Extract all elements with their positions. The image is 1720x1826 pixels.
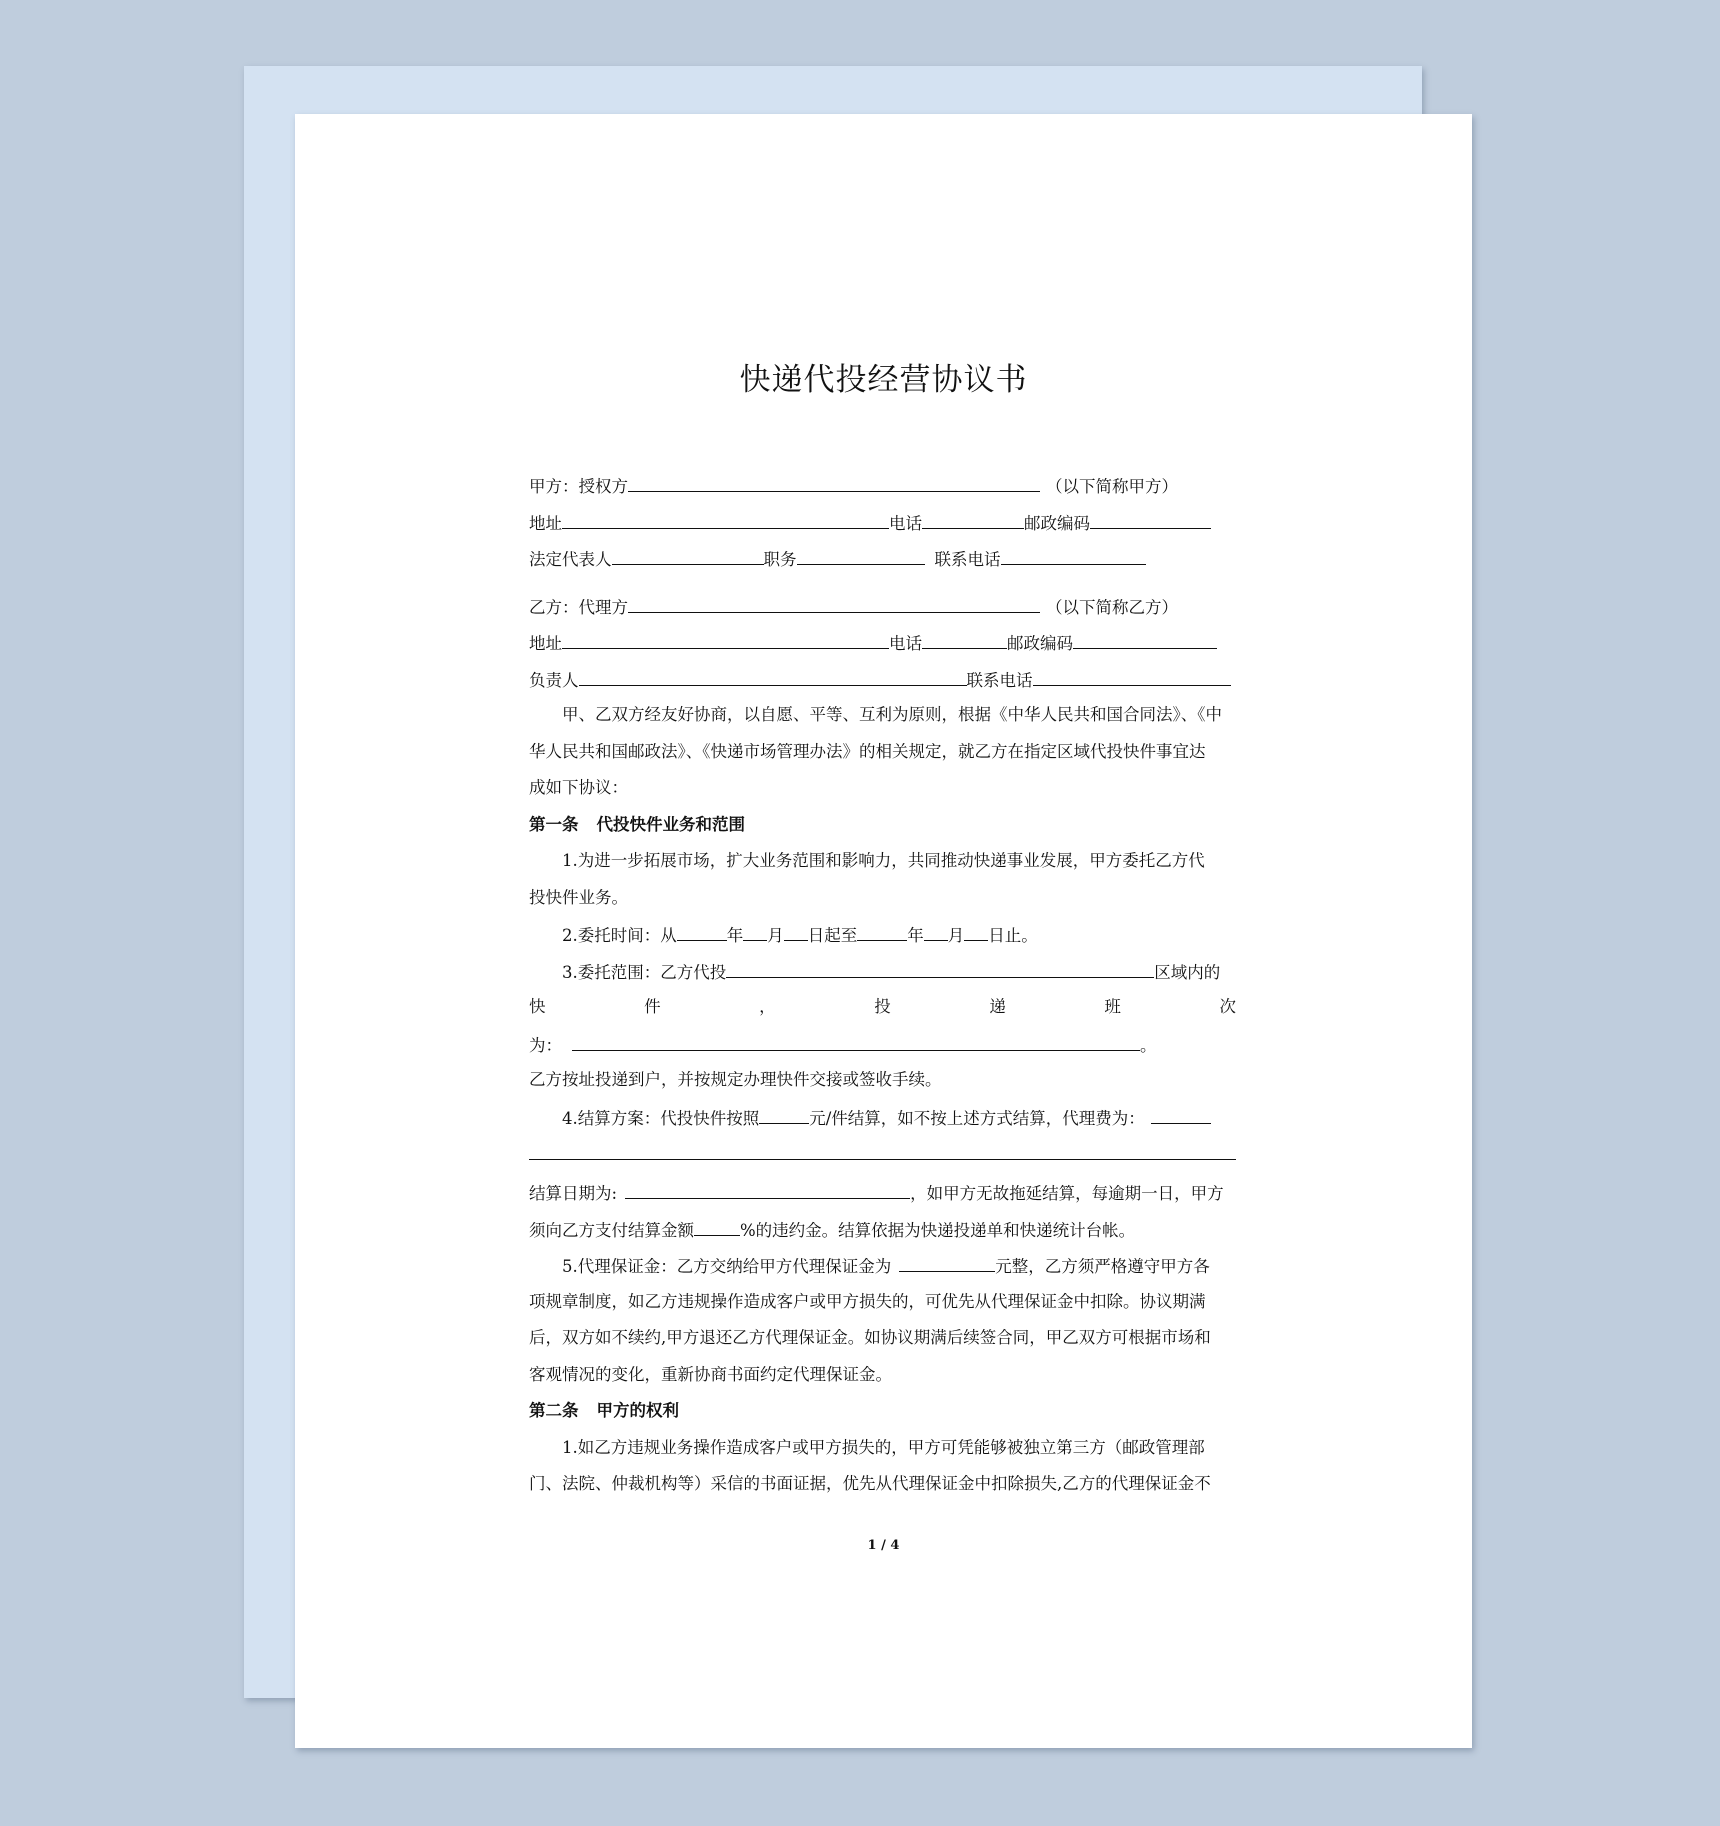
party-a-contact-label: 联系电话 <box>934 550 1001 569</box>
party-a-rep-line <box>529 540 1236 577</box>
clause-1-4-date-line <box>529 1174 1236 1211</box>
clause-1-1-line-2: 投快件业务。 <box>529 887 628 907</box>
spaced-char: 班 <box>1104 997 1121 1016</box>
party-a-address-blank <box>562 504 889 529</box>
clause-1-5-line-2: 项规章制度，如乙方违规操作造成客户或甲方损失的，可优先从代理保证金中扣除。协议期满 <box>529 1291 1206 1311</box>
month-label: 月 <box>767 926 784 945</box>
clause-1-4-date-label: 结算日期为: <box>529 1184 618 1203</box>
clause-1-5-line-4: 客观情况的变化，重新协商书面约定代理保证金。 <box>529 1364 892 1384</box>
party-a-phone-blank <box>922 504 1024 529</box>
blank <box>1151 1099 1211 1124</box>
article-2-name: 甲方的权利 <box>596 1401 679 1420</box>
spaced-char: 件 <box>644 997 661 1016</box>
preamble-line-2: 华人民共和国邮政法》、《快递市场管理办法》的相关规定，就乙方在指定区域代投快件事宜达 <box>529 741 1206 761</box>
clause-2-1-line-2: 门、法院、仲裁机构等）采信的书面证据，优先从代理保证金中扣除损失,乙方的代理保证金不 <box>529 1474 1211 1493</box>
clause-1-5-a: 5.代理保证金：乙方交纳给甲方代理保证金为 <box>562 1257 892 1276</box>
clause-1-4-date-text: ，如甲方无故拖延结算，每逾期一日，甲方 <box>910 1184 1224 1203</box>
clause-1-2 <box>529 916 1236 953</box>
party-b-head-label: 负责人 <box>529 670 579 690</box>
party-a-label: 甲方：授权方 <box>529 477 628 496</box>
blank <box>899 1247 995 1272</box>
party-a-rep-blank <box>612 540 764 565</box>
blank <box>964 916 988 941</box>
blank <box>857 916 907 941</box>
party-b-contact-label: 联系电话 <box>966 670 1033 690</box>
spaced-char: ， <box>759 997 776 1016</box>
party-b-postcode-blank <box>1073 624 1217 649</box>
period: 。 <box>1140 1035 1157 1055</box>
clause-1-4-penalty-line <box>529 1211 1236 1248</box>
party-a-address-label: 地址 <box>529 513 562 533</box>
clause-1-1-line-1: 1.为进一步拓展市场，扩大业务范围和影响力，共同推动快递事业发展，甲方委托乙方代 <box>562 851 1205 870</box>
spaced-char: 次 <box>1219 997 1236 1016</box>
party-a-contact-blank <box>1001 540 1146 565</box>
party-a-duty-label: 职务 <box>763 550 797 569</box>
party-b-contact-blank <box>1033 661 1231 686</box>
party-b-phone-blank <box>922 624 1007 649</box>
party-b-suffix: （以下简称乙方） <box>1046 597 1178 617</box>
clause-1-5-b: 元整，乙方须严格遵守甲方各 <box>995 1257 1210 1276</box>
clause-1-5 <box>529 1247 1236 1284</box>
document-body <box>529 467 1236 1503</box>
clause-1-4-penalty-a: 须向乙方支付结算金额 <box>529 1220 694 1240</box>
day-to-label: 日起至 <box>807 926 858 945</box>
party-b-line <box>529 588 1236 625</box>
preamble-line-1: 甲、乙双方经友好协商，以自愿、平等、互利为原则，根据《中华人民共和国合同法》、《中 <box>562 705 1222 724</box>
month-label: 月 <box>947 926 965 945</box>
blank <box>726 953 1154 978</box>
blank <box>784 916 808 941</box>
party-a-line <box>529 467 1236 504</box>
clause-1-4-full-blank <box>529 1135 1236 1160</box>
preamble-line-3: 成如下协议： <box>529 778 628 797</box>
clause-1-4-penalty-b: %的违约金。结算依据为快递投递单和快递统计台帐。 <box>740 1220 1136 1240</box>
article-1-number: 第一条 <box>529 814 579 834</box>
party-a-duty-blank <box>797 540 925 565</box>
clause-1-3-spaced-line <box>529 989 1236 1026</box>
party-a-rep-label: 法定代表人 <box>529 550 612 569</box>
article-1-heading <box>529 807 1236 844</box>
article-2-number: 第二条 <box>529 1401 579 1420</box>
year-label: 年 <box>907 926 924 945</box>
blank <box>694 1211 740 1236</box>
page-number: 1 / 4 <box>867 1538 900 1553</box>
article-1-name: 代投快件业务和范围 <box>596 814 745 834</box>
day-end-label: 日止。 <box>988 926 1038 945</box>
party-a-address-line <box>529 504 1236 541</box>
page-title: 快递代投经营协议书 <box>739 362 1028 398</box>
clause-1-3-tail: 乙方按址投递到户，并按规定办理快件交接或签收手续。 <box>529 1070 942 1089</box>
party-b-head-blank <box>579 661 967 686</box>
party-b-address-blank <box>562 624 889 649</box>
blank <box>677 916 727 941</box>
clause-1-3-scope: 3.委托范围：乙方代投 <box>562 962 727 982</box>
blank <box>924 916 948 941</box>
clause-1-3-wei: 为： <box>529 1035 562 1055</box>
party-b-address-line <box>529 624 1236 661</box>
clause-1-2-from: 2.委托时间：从 <box>562 926 677 945</box>
clause-1-4 <box>529 1099 1236 1136</box>
spaced-char: 投 <box>874 997 891 1016</box>
year-label: 年 <box>726 926 744 945</box>
party-b-label: 乙方：代理方 <box>529 597 628 617</box>
clause-2-1-line-1: 1.如乙方违规业务操作造成客户或甲方损失的，甲方可凭能够被独立第三方（邮政管理部 <box>562 1437 1205 1457</box>
clause-1-3-region: 区域内的 <box>1154 962 1221 982</box>
document-page <box>295 114 1472 1748</box>
blank <box>759 1099 809 1124</box>
spaced-char: 快 <box>529 997 546 1016</box>
party-a-suffix: （以下简称甲方） <box>1046 477 1178 496</box>
article-2-heading <box>529 1393 1236 1430</box>
blank <box>743 916 767 941</box>
spaced-char: 递 <box>989 997 1006 1016</box>
blank <box>572 1026 1140 1051</box>
party-a-postcode-label: 邮政编码 <box>1024 513 1090 533</box>
clause-1-3 <box>529 953 1236 990</box>
party-b-blank <box>628 588 1040 613</box>
party-b-phone-label: 电话 <box>889 634 922 653</box>
party-b-address-label: 地址 <box>529 634 562 653</box>
clause-1-4-b: 元/件结算，如不按上述方式结算，代理费为： <box>809 1108 1145 1128</box>
clause-1-3-shift-line <box>529 1026 1236 1063</box>
party-b-postcode-label: 邮政编码 <box>1007 634 1073 653</box>
party-b-head-line <box>529 661 1236 698</box>
blank <box>625 1174 910 1199</box>
clause-1-5-line-3: 后，双方如不续约,甲方退还乙方代理保证金。如协议期满后续签合同，甲乙双方可根据市场和 <box>529 1328 1211 1347</box>
clause-1-4-a: 4.结算方案：代投快件按照 <box>562 1108 760 1128</box>
party-a-phone-label: 电话 <box>889 513 922 533</box>
party-a-postcode-blank <box>1090 504 1211 529</box>
party-a-blank <box>628 467 1040 492</box>
